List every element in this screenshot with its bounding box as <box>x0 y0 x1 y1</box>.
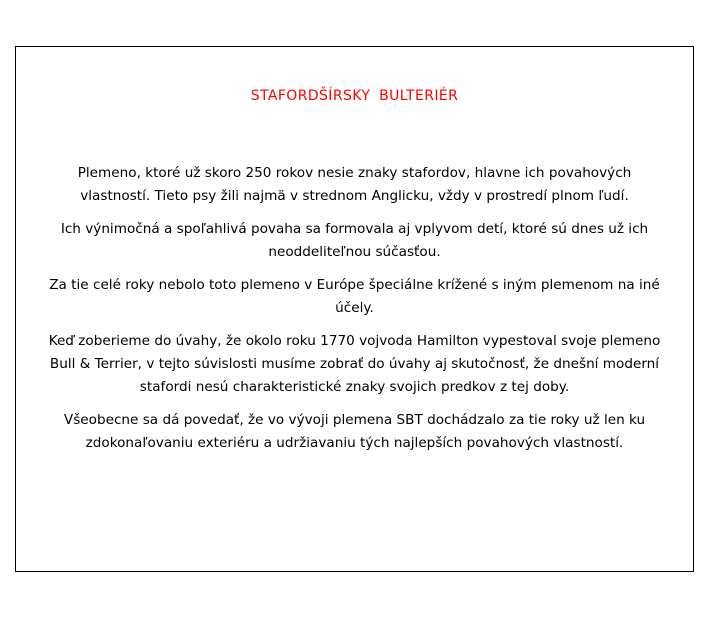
paragraph-1: Plemeno, ktoré už skoro 250 rokov nesie znaky stafordov, hlavne ich povahových vlastností. Tieto psy žili najmä v strednom Anglicku, vždy v prostredí plnom ľudí. <box>77 165 632 204</box>
paragraph-4: Keď zoberieme do úvahy, že okolo roku 1770 vojvoda Hamilton vypestoval svoje plemeno Bull & Terrier, v tejto súvislosti musíme zobrať do úvahy aj skutočnosť, že dnešní moderní stafordi nesú charakteristické znaky svojich predkov z tej doby. <box>48 333 661 395</box>
paragraph-3: Za tie celé roky nebolo toto plemeno v Európe špeciálne krížené s iným plemenom na iné účely. <box>49 277 660 316</box>
paragraph-5: Všeobecne sa dá povedať, že vo vývoji plemena SBT dochádzalo za tie roky už len ku zdokonaľovaniu exteriéru a udržiavaniu tých najlepších povahových vlastností. <box>63 412 646 451</box>
document-frame <box>15 46 694 572</box>
document-body <box>44 162 665 465</box>
document-title: STAFORDŠÍRSKY BULTERIÉR <box>250 88 459 104</box>
paragraph-2: Ich výnimočná a spoľahlivá povaha sa formovala aj vplyvom detí, ktoré sú dnes už ich neoddeliteľnou súčasťou. <box>60 221 649 260</box>
